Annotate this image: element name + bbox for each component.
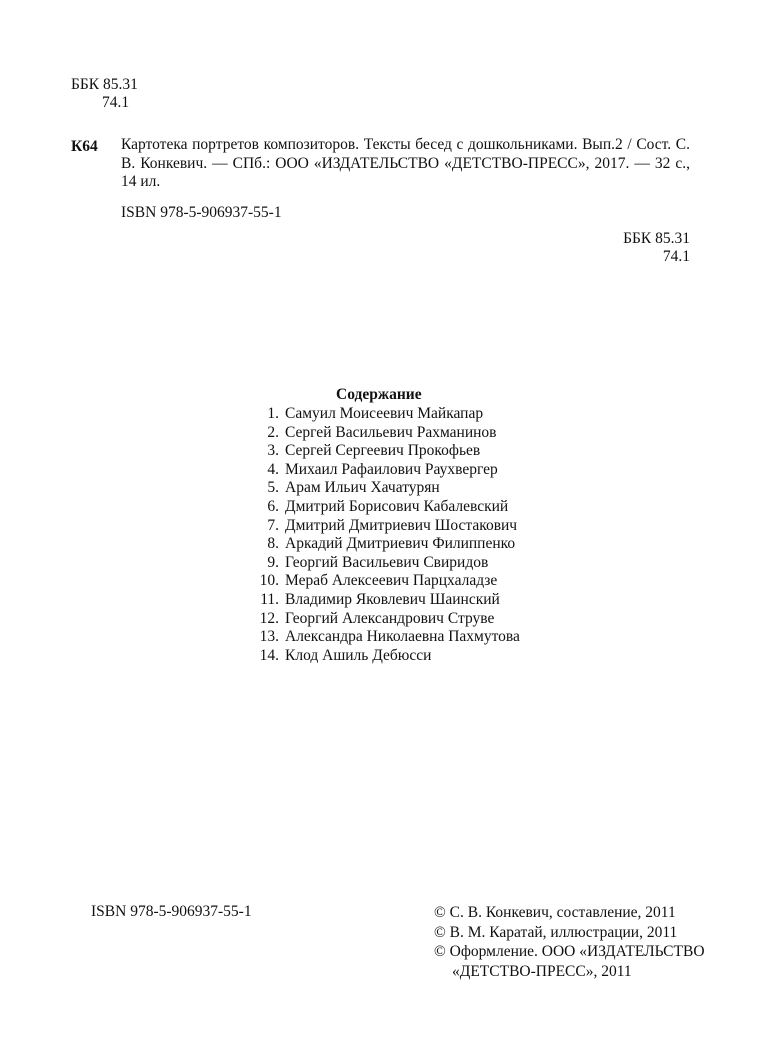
copyright-design: © Оформление. ООО «ИЗДАТЕЛЬСТВО	[434, 943, 705, 960]
contents-item: 1. Самуил Моисеевич Майкапар	[267, 405, 484, 422]
contents-item: 10. Мераб Алексеевич Парцхаладзе	[259, 572, 498, 590]
contents-item: 11. Владимир Яковлевич Шаинский	[260, 590, 500, 608]
isbn-catalog: ISBN 978-5-906937-55-1	[121, 204, 282, 221]
contents-item: 6. Дмитрий Борисович Кабалевский	[267, 497, 509, 515]
contents-list	[245, 405, 520, 665]
bbk-code: ББК 85.31	[623, 230, 690, 247]
contents-title: Содержание	[336, 386, 422, 403]
contents-item: 2. Сергей Васильевич Рахманинов	[267, 423, 497, 441]
copyright-design-publisher: «ДЕТСТВО-ПРЕСС», 2011	[452, 962, 632, 980]
bbk-code: ББК 85.31	[71, 76, 138, 93]
contents-item: 3. Сергей Сергеевич Прокофьев	[267, 442, 481, 460]
copyright-compiler: © С. В. Конкевич, составление, 2011	[434, 904, 676, 921]
contents-item: 8. Аркадий Дмитриевич Филиппенко	[267, 535, 516, 553]
bbk-subcode: 74.1	[102, 94, 130, 111]
contents-item: 13. Александра Николаевна Пахмутова	[259, 628, 520, 646]
bbk-subcode: 74.1	[662, 248, 690, 265]
bibliographic-description: Картотека портретов композиторов. Тексты бесед с дошкольниками. Вып.2 / Сост. С. В. Конкевич. — СПб.: ООО «ИЗДАТЕЛЬСТВО «ДЕТСТВО-ПРЕСС», 2017. — 32 с., 14 ил.	[121, 136, 690, 190]
contents-item: 12. Георгий Александрович Струве	[259, 609, 495, 627]
bbk-index-top	[71, 76, 138, 112]
copyright-block	[434, 903, 705, 981]
contents-item: 9. Георгий Васильевич Свиридов	[267, 553, 489, 571]
contents-item: 14. Клод Ашиль Дебюсси	[259, 646, 432, 664]
contents-item: 7. Дмитрий Дмитриевич Шостакович	[267, 516, 518, 534]
contents-item: 4. Михаил Рафаилович Раухвергер	[267, 460, 498, 478]
copyright-illustrations: © В. М. Каратай, иллюстрации, 2011	[434, 923, 678, 941]
contents-item: 5. Арам Ильич Хачатурян	[267, 479, 440, 497]
bbk-index-right	[560, 230, 690, 266]
isbn-footer: ISBN 978-5-906937-55-1	[91, 903, 252, 920]
author-sign: К64	[71, 138, 98, 155]
